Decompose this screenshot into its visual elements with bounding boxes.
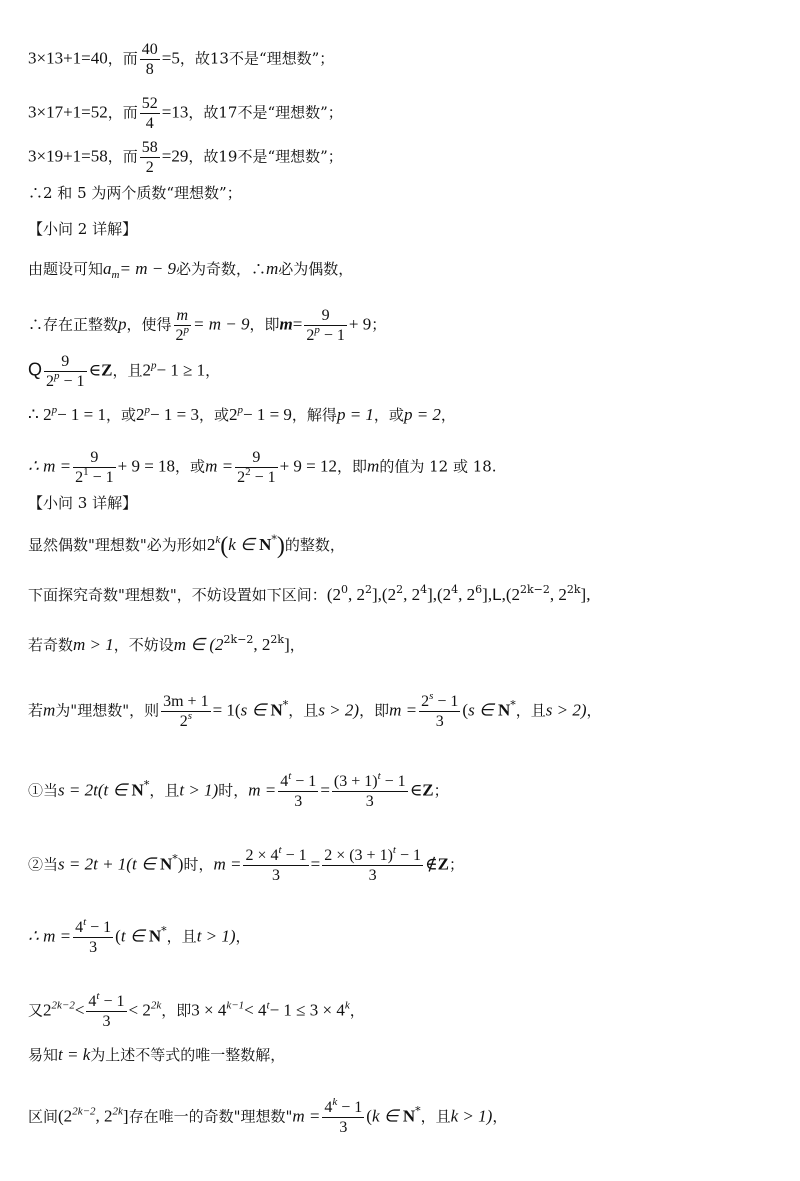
text: ，或 <box>373 406 404 424</box>
fraction <box>140 94 160 133</box>
text: ，或 <box>175 457 206 476</box>
exponent: 2 <box>364 583 372 596</box>
equation: =29 <box>161 146 189 166</box>
numerator: 3m + 1 <box>163 693 209 710</box>
equation: s ∈ <box>468 700 498 720</box>
line-6 <box>28 306 386 345</box>
equation: − 1 = 9 <box>242 405 292 424</box>
equation: − 1 ≤ 3 × 4 <box>269 1000 345 1020</box>
text: ， <box>586 701 602 720</box>
equation: ∴ 2 <box>28 405 52 424</box>
fraction <box>44 352 87 391</box>
exponent: t <box>266 999 270 1012</box>
naturals-set: N <box>160 854 173 874</box>
equation: 3×17+1=52 <box>28 102 108 122</box>
paren: ) <box>177 854 184 874</box>
denominator: 3 <box>272 867 281 884</box>
text: 由题设可知 <box>28 260 104 278</box>
term: − 1 <box>437 693 459 710</box>
exponent: p <box>51 404 58 416</box>
equation: = m − 9 <box>119 259 176 278</box>
equation: m = <box>205 456 234 476</box>
subscript: m <box>111 269 120 281</box>
base: 2 <box>421 693 430 710</box>
equation: s > 2) <box>318 700 360 720</box>
integers-set: Z <box>422 780 434 800</box>
term: − 1 <box>90 919 112 936</box>
element-of: ∈ <box>409 780 423 800</box>
equation: t ∈ <box>103 780 132 800</box>
line-13 <box>28 692 602 731</box>
denominator: 4 <box>145 115 154 132</box>
equation: + 9 <box>348 314 372 334</box>
line-3 <box>28 138 343 177</box>
equation: t ∈ <box>120 926 149 946</box>
fraction <box>322 846 423 885</box>
equation: m > 1 <box>73 635 114 654</box>
numerator: 58 <box>141 139 158 156</box>
interval: ], <box>482 585 493 604</box>
numerator: 52 <box>141 95 158 112</box>
exponent: k <box>344 999 350 1012</box>
variable: m <box>265 259 279 278</box>
base: 2 <box>75 469 84 486</box>
base: 2 × 4 <box>245 847 279 864</box>
equation: p = 1 <box>336 405 374 424</box>
text: ， <box>235 927 251 946</box>
integers-set: Z <box>437 854 449 874</box>
numerator: 9 <box>304 306 347 326</box>
exponent: 2k−2 <box>51 999 75 1012</box>
paren: ( <box>462 700 469 720</box>
because-symbol: Q <box>28 359 43 380</box>
text: ，不妨设 <box>113 636 174 654</box>
exponent: 2k−2 <box>72 1105 96 1118</box>
denominator <box>235 468 278 487</box>
equation: k > 1) <box>450 1106 493 1126</box>
exponent: t <box>83 916 87 928</box>
naturals-set: N <box>131 780 144 800</box>
equation: t = k <box>58 1045 91 1064</box>
exponent: p <box>183 324 190 336</box>
equals: = <box>320 780 330 800</box>
text: ，且 <box>515 701 546 720</box>
base: 2 <box>237 469 246 486</box>
text: ， <box>492 1107 508 1126</box>
text: ，而 <box>107 103 138 122</box>
text: ，使得 <box>126 315 172 334</box>
equation: m = <box>213 854 242 874</box>
fraction <box>419 692 460 731</box>
paren: ( <box>115 926 121 946</box>
interval: ] <box>122 1106 129 1126</box>
equation: − 1 ≥ 1 <box>156 360 206 380</box>
text: 为上述不等式的唯一整数解， <box>90 1046 286 1064</box>
exponent: p <box>144 404 151 416</box>
section-heading-2: 【小问 2 详解】 <box>28 220 138 238</box>
text: ； <box>448 855 464 874</box>
text: ； <box>433 781 449 800</box>
text: 时， <box>218 781 249 800</box>
text: ，即 <box>359 701 390 720</box>
text: 若奇数 <box>28 636 74 654</box>
equation: m ∈ (2 <box>173 635 224 654</box>
text: 存在唯一的奇数"理想数" <box>128 1107 293 1126</box>
text: ，而 <box>107 147 138 166</box>
term: − 1 <box>254 469 276 486</box>
equation: s ∈ <box>240 700 271 720</box>
exponent: 0 <box>340 583 348 596</box>
line-10 <box>28 533 345 559</box>
exponent: 2k−2 <box>519 583 550 596</box>
exponent: p <box>314 324 320 336</box>
text: ，或 <box>106 406 137 424</box>
exponent: k <box>215 534 221 546</box>
term: − 1 <box>285 847 307 864</box>
text: 必为奇数，∴ <box>175 260 266 278</box>
exponent: 2k−2 <box>223 633 254 646</box>
equation: 3×19+1=58 <box>28 146 108 166</box>
text: ， <box>289 636 305 654</box>
exponent: s <box>187 710 192 722</box>
exponent: k−1 <box>226 999 245 1012</box>
base: 4 <box>75 919 84 936</box>
equation: t > 1) <box>196 926 236 946</box>
variable: p <box>118 314 127 334</box>
text: 若 <box>28 701 44 720</box>
less-than: < <box>74 1000 85 1020</box>
text: 的整数， <box>284 536 345 554</box>
equation: 2 <box>228 405 238 424</box>
superscript: * <box>143 778 150 792</box>
equals: = <box>292 314 303 334</box>
text: 又 <box>28 1001 44 1020</box>
equation: k ∈ <box>228 535 260 554</box>
text: ，即 <box>249 315 280 334</box>
numerator <box>278 772 318 792</box>
base: 2 <box>43 1000 52 1020</box>
equation: t > 1) <box>179 780 219 800</box>
term: − 1 <box>323 327 345 344</box>
denominator: 3 <box>89 939 98 956</box>
denominator: 2 <box>145 159 154 176</box>
fraction <box>86 992 126 1031</box>
interval: (2 <box>437 585 452 604</box>
equation: ] <box>284 635 290 654</box>
numerator: 40 <box>141 41 158 58</box>
variable: m <box>279 314 293 334</box>
denominator: 3 <box>368 867 377 884</box>
fraction <box>278 772 318 811</box>
superscript: * <box>161 924 167 938</box>
term: − 1 <box>295 773 317 790</box>
line-8 <box>28 406 456 424</box>
line-5 <box>28 259 354 281</box>
term: − 1 <box>399 847 421 864</box>
fraction <box>174 306 192 345</box>
equation: + 9 = 12 <box>279 456 338 476</box>
text: ，故17不是“理想数”； <box>188 103 343 122</box>
equation: < 2 <box>128 1000 151 1020</box>
fraction <box>304 306 347 345</box>
equation: + 9 = 18 <box>117 456 176 476</box>
line-15 <box>28 846 464 885</box>
exponent: p <box>237 404 243 416</box>
text: 时， <box>183 855 214 874</box>
interval: ], <box>580 585 591 604</box>
superscript: * <box>271 533 277 546</box>
element-of: ∈ <box>88 360 102 380</box>
fraction <box>243 846 308 885</box>
line-11 <box>28 583 591 604</box>
text: ，而 <box>107 49 138 68</box>
variable: m <box>367 456 380 476</box>
equation: = 1( <box>212 700 241 720</box>
text: ，即 <box>337 457 368 476</box>
text: 为"理想数"，则 <box>55 701 160 720</box>
equation: s = 2t( <box>58 780 104 800</box>
text: ， <box>440 406 456 424</box>
denominator <box>304 326 347 345</box>
text: ，且 <box>420 1107 451 1126</box>
numerator: 9 <box>44 352 87 372</box>
section-heading-3: 【小问 3 详解】 <box>28 494 138 512</box>
base: 2 <box>306 327 315 344</box>
equation: − 1 = 1 <box>57 405 107 424</box>
numerator: 9 <box>235 448 278 468</box>
denominator <box>73 468 116 487</box>
text: ，且 <box>166 927 197 946</box>
term: − 1 <box>63 373 85 390</box>
text: ，且 <box>149 781 180 800</box>
line-14 <box>28 772 449 811</box>
superscript: * <box>510 698 516 712</box>
exponent: 2 <box>396 583 404 596</box>
exponent: p <box>151 359 157 372</box>
interval: , 2 <box>549 585 567 604</box>
equation: =5 <box>161 48 180 68</box>
denominator: 3 <box>435 713 444 730</box>
numerator <box>73 918 113 938</box>
variable: a <box>103 259 112 278</box>
text: ①当 <box>28 781 59 800</box>
equation: s > 2) <box>545 700 587 720</box>
exponent: t <box>377 770 381 782</box>
fraction <box>161 692 210 731</box>
paren: ( <box>366 1106 372 1126</box>
fraction <box>235 448 278 487</box>
denominator <box>44 372 87 391</box>
numerator: 9 <box>73 448 116 468</box>
not-element-of: ∉ <box>425 854 438 874</box>
fraction <box>73 918 113 957</box>
exponent: 2k <box>112 1105 123 1118</box>
ellipsis: L <box>492 585 502 604</box>
text: ，即 <box>161 1001 192 1020</box>
base: (3 + 1) <box>333 773 378 790</box>
text: 易知 <box>28 1046 59 1064</box>
equation: p = 2 <box>403 405 441 424</box>
text: ∴存在正整数 <box>28 315 119 334</box>
interval: ], <box>427 585 437 604</box>
numerator <box>332 772 408 792</box>
interval: , 2 <box>403 585 421 604</box>
line-18 <box>28 1046 285 1064</box>
interval: (2 <box>58 1106 73 1126</box>
line-9 <box>28 448 497 487</box>
text: ，故19不是“理想数”； <box>188 147 343 166</box>
exponent: t <box>288 770 292 782</box>
exponent: 1 <box>83 466 89 478</box>
equation: ∴ m = <box>28 456 72 476</box>
paren: ( <box>220 533 229 559</box>
naturals-set: N <box>270 700 283 720</box>
exponent: 2k <box>270 633 285 646</box>
numerator <box>419 692 460 712</box>
text: ， <box>349 1001 365 1020</box>
fraction <box>140 138 160 177</box>
equation: m = <box>292 1106 321 1126</box>
base: 2 <box>179 713 188 730</box>
exponent: 2k <box>150 999 162 1012</box>
denominator: 3 <box>294 793 303 810</box>
superscript: * <box>172 852 178 866</box>
interval: (2 <box>381 585 397 604</box>
line-7 <box>28 352 220 391</box>
interval: (2 <box>326 585 341 604</box>
equation: m = <box>248 780 277 800</box>
base: 2 <box>206 535 216 554</box>
fraction <box>140 40 160 79</box>
exponent: 4 <box>451 583 459 596</box>
exponent: t <box>392 844 396 856</box>
equation: , 2 <box>253 635 271 654</box>
denominator: 8 <box>145 61 154 78</box>
exponent: 4 <box>420 583 428 596</box>
variable: m <box>43 700 56 720</box>
line-16 <box>28 918 251 957</box>
naturals-set: N <box>498 700 511 720</box>
equation: m = <box>389 700 418 720</box>
text: ，故13不是“理想数”； <box>179 49 335 68</box>
numerator <box>243 846 308 866</box>
equation: =13 <box>161 102 189 122</box>
exponent: 2 <box>245 466 251 478</box>
fraction <box>73 448 116 487</box>
exponent: s <box>429 690 434 702</box>
denominator: 3 <box>339 1119 348 1136</box>
text: ，解得 <box>291 406 337 424</box>
paren: ) <box>276 533 285 559</box>
text: ，或 <box>198 406 229 424</box>
superscript: * <box>282 698 289 712</box>
exponent: 6 <box>475 583 483 596</box>
interval: , 2 <box>458 585 476 604</box>
exponent: 2k <box>566 583 581 596</box>
naturals-set: N <box>148 926 162 946</box>
base: 2 <box>46 373 55 390</box>
line-1 <box>28 40 334 79</box>
exponent: k <box>332 1096 338 1108</box>
term: − 1 <box>92 469 114 486</box>
interval: , 2 <box>95 1106 113 1126</box>
equation: k ∈ <box>371 1106 403 1126</box>
text: ，且 <box>112 361 143 380</box>
text: ，且 <box>288 701 319 720</box>
equation: − 1 = 3 <box>150 405 199 424</box>
denominator: 3 <box>102 1013 111 1030</box>
text: ②当 <box>28 855 59 874</box>
equation: 2 <box>136 405 145 424</box>
fraction <box>322 1098 364 1137</box>
term: − 1 <box>341 1099 363 1116</box>
equation: ∴ m = <box>28 926 72 946</box>
base: 4 <box>324 1099 333 1116</box>
integers-set: Z <box>101 360 113 380</box>
denominator: 3 <box>365 793 374 810</box>
line-17 <box>28 992 365 1031</box>
base: 4 <box>280 773 289 790</box>
text: 的值为 12 或 18. <box>379 457 497 476</box>
line-2 <box>28 94 343 133</box>
line-19 <box>28 1098 507 1137</box>
interval: ], <box>371 585 382 604</box>
fraction <box>332 772 408 811</box>
equation: = m − 9 <box>193 314 250 334</box>
exponent: t <box>96 990 100 1002</box>
numerator <box>322 1098 364 1118</box>
base: 4 <box>88 993 97 1010</box>
numerator: m <box>174 306 192 326</box>
interval: ,(2 <box>501 585 520 604</box>
text: ， <box>205 361 221 380</box>
denominator <box>161 712 210 731</box>
exponent: t <box>278 844 282 856</box>
superscript: * <box>415 1104 421 1118</box>
equation: 3×13+1=40 <box>28 48 108 68</box>
equation: s = 2t + 1( <box>58 854 132 874</box>
denominator <box>174 326 192 345</box>
text: 下面探究奇数"理想数"，不妨设置如下区间： <box>28 586 327 604</box>
base: 2 × (3 + 1) <box>324 847 393 864</box>
line-4: ∴2 和 5 为两个质数“理想数”； <box>28 184 242 202</box>
interval: , 2 <box>347 585 365 604</box>
text: ； <box>371 315 387 334</box>
term: − 1 <box>384 773 406 790</box>
numerator <box>86 992 126 1012</box>
equation: t ∈ <box>131 854 161 874</box>
equals: = <box>310 854 321 874</box>
term: − 1 <box>103 993 125 1010</box>
exponent: p <box>54 370 60 382</box>
text: 区间 <box>28 1107 59 1126</box>
base: 2 <box>142 360 151 380</box>
equation: < 4 <box>244 1000 267 1020</box>
equation: 3 × 4 <box>191 1000 227 1020</box>
numerator <box>322 846 423 866</box>
base: 2 <box>175 327 184 344</box>
naturals-set: N <box>402 1106 416 1126</box>
naturals-set: N <box>259 535 272 554</box>
text: 显然偶数"理想数"必为形如 <box>28 536 207 554</box>
text: 必为偶数， <box>278 260 354 278</box>
line-12 <box>28 633 305 654</box>
